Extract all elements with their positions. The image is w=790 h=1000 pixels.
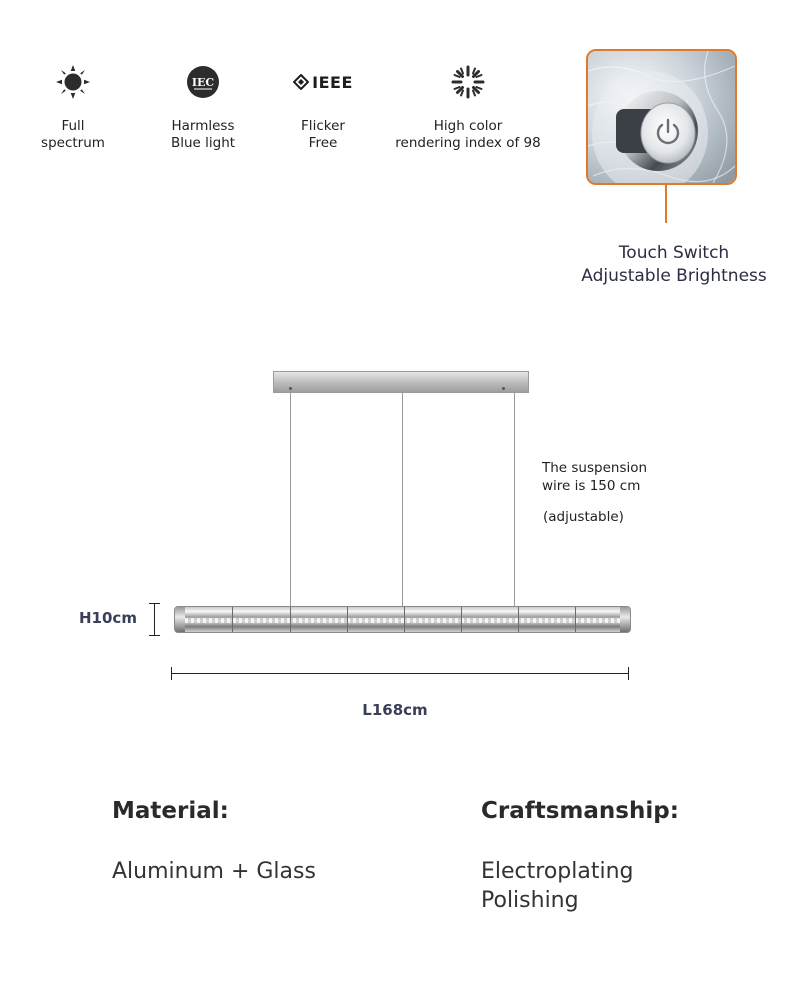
craftsmanship-line2: Polishing (481, 888, 579, 913)
height-label: H10cm (79, 609, 137, 627)
feature-label-line2: rendering index of 98 (395, 135, 541, 151)
lamp-bar-segment (461, 607, 462, 632)
lamp-bar-segment (518, 607, 519, 632)
sun-icon (0, 62, 148, 102)
feature-label-line2: Free (308, 135, 338, 151)
craftsmanship-line1: Electroplating (481, 859, 634, 884)
suspension-wire-left (290, 393, 291, 608)
height-dimension-tick-bottom (149, 635, 160, 636)
feature-label-line1: High color (433, 118, 503, 134)
material-value-text: Aluminum + Glass (112, 859, 316, 884)
ieee-icon (248, 62, 398, 102)
feature-label-line1: Full (61, 118, 85, 134)
length-dimension-tick-right (628, 667, 629, 680)
suspension-note-line2: wire is 150 cm (542, 478, 641, 494)
radiant-icon (393, 62, 543, 102)
canopy-screw-right (502, 387, 505, 390)
lamp-bar-segment (575, 607, 576, 632)
lamp-bar-segment (290, 607, 291, 632)
touch-switch-image (586, 49, 737, 185)
length-label: L168cm (362, 701, 428, 719)
callout-line (665, 183, 667, 223)
material-heading: Material: (112, 798, 229, 824)
feature-label-line2: Blue light (170, 135, 236, 151)
suspension-wire-center (402, 393, 403, 608)
suspension-note (542, 459, 647, 495)
touch-switch-subtitle: Adjustable Brightness (581, 266, 767, 286)
craftsmanship-value (481, 857, 634, 915)
height-dimension-line (154, 603, 155, 636)
feature-label-line2: spectrum (41, 135, 105, 151)
height-dimension-tick-top (149, 603, 160, 604)
feature-high-cri (393, 62, 543, 152)
touch-switch-photo (588, 51, 735, 183)
length-dimension-tick-left (171, 667, 172, 680)
lamp-canopy (273, 371, 529, 393)
feature-label-line1: Flicker (301, 118, 345, 134)
lamp-bar (174, 606, 631, 633)
lamp-bar-segment (347, 607, 348, 632)
lamp-bar-cap-left (175, 607, 185, 632)
touch-switch-title: Touch Switch (618, 243, 730, 263)
suspension-wire-right (514, 393, 515, 608)
lamp-bar-core (185, 618, 620, 623)
lamp-bar-segment (404, 607, 405, 632)
lamp-bar-segment (232, 607, 233, 632)
feature-flicker-free (248, 62, 398, 152)
touch-switch-caption (560, 242, 788, 288)
craftsmanship-heading: Craftsmanship: (481, 798, 679, 824)
ieee-icon-text: IEEE (312, 72, 353, 92)
material-value (112, 857, 316, 886)
feature-label-line1: Harmless (171, 118, 235, 134)
suspension-note-line1: The suspension (542, 460, 648, 476)
adjustable-note: (adjustable) (543, 509, 624, 525)
canopy-screw-left (289, 387, 292, 390)
feature-full-spectrum (0, 62, 148, 152)
iec-icon-text: IEC (191, 76, 215, 89)
length-dimension-line (171, 673, 629, 674)
lamp-bar-cap-right (620, 607, 630, 632)
